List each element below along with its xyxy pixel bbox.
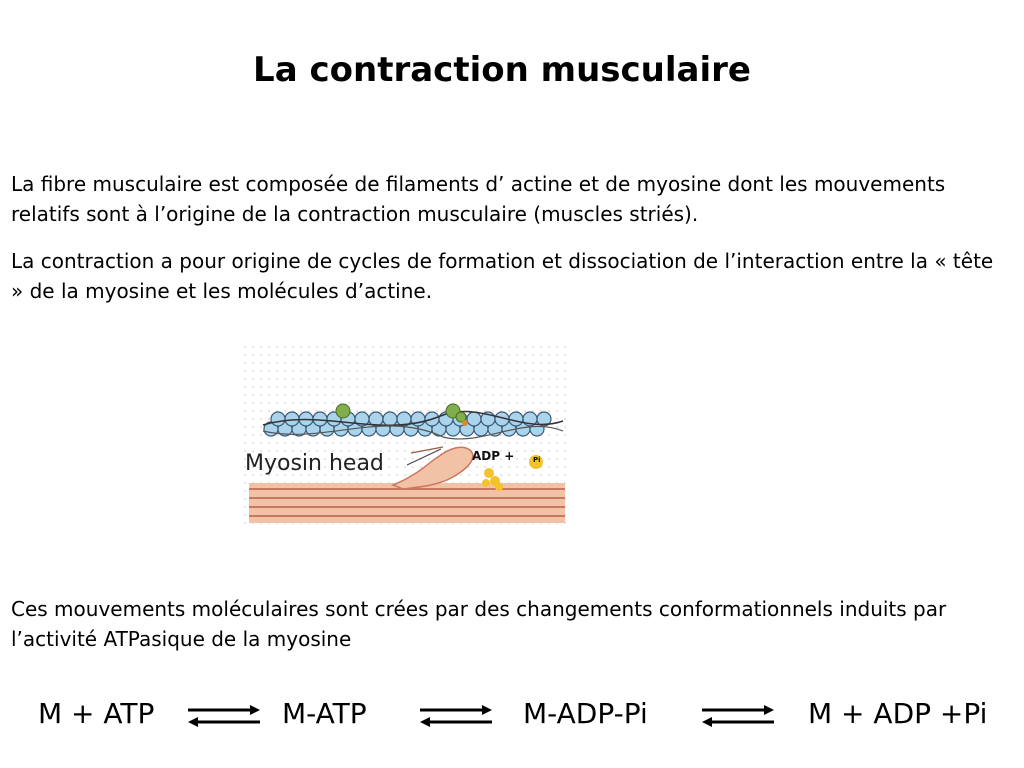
equation-term-3: M-ADP-Pi xyxy=(523,697,648,730)
actin-myosin-illustration xyxy=(243,345,568,527)
equilibrium-arrows-icon xyxy=(700,701,776,731)
equilibrium-arrows-icon xyxy=(418,701,494,731)
pi-label: Pi xyxy=(533,456,541,464)
adp-label: ADP + xyxy=(472,449,515,463)
reaction-equation xyxy=(0,695,1024,739)
equation-term-1: M + ATP xyxy=(38,697,155,730)
intro-paragraph: La fibre musculaire est composée de filaments d’ actine et de myosine dont les mouvements relatifs sont à l’origine de la contraction musculaire (muscles striés). xyxy=(11,172,946,226)
actin-myosin-figure xyxy=(243,345,568,527)
mechanism-paragraph: La contraction a pour origine de cycles de formation et dissociation de l’interaction entre la « tête » de la myosine et les molécules d’actine. xyxy=(11,249,994,303)
equation-term-4: M + ADP +Pi xyxy=(808,697,988,730)
equilibrium-arrows-icon xyxy=(186,701,262,731)
slide-title: La contraction musculaire xyxy=(253,50,751,90)
equation-term-2: M-ATP xyxy=(282,697,367,730)
atpase-paragraph: Ces mouvements moléculaires sont crées par des changements conformationnels induits par l’activité ATPasique de la myosine xyxy=(11,597,947,651)
myosin-head-label: Myosin head xyxy=(245,451,384,476)
